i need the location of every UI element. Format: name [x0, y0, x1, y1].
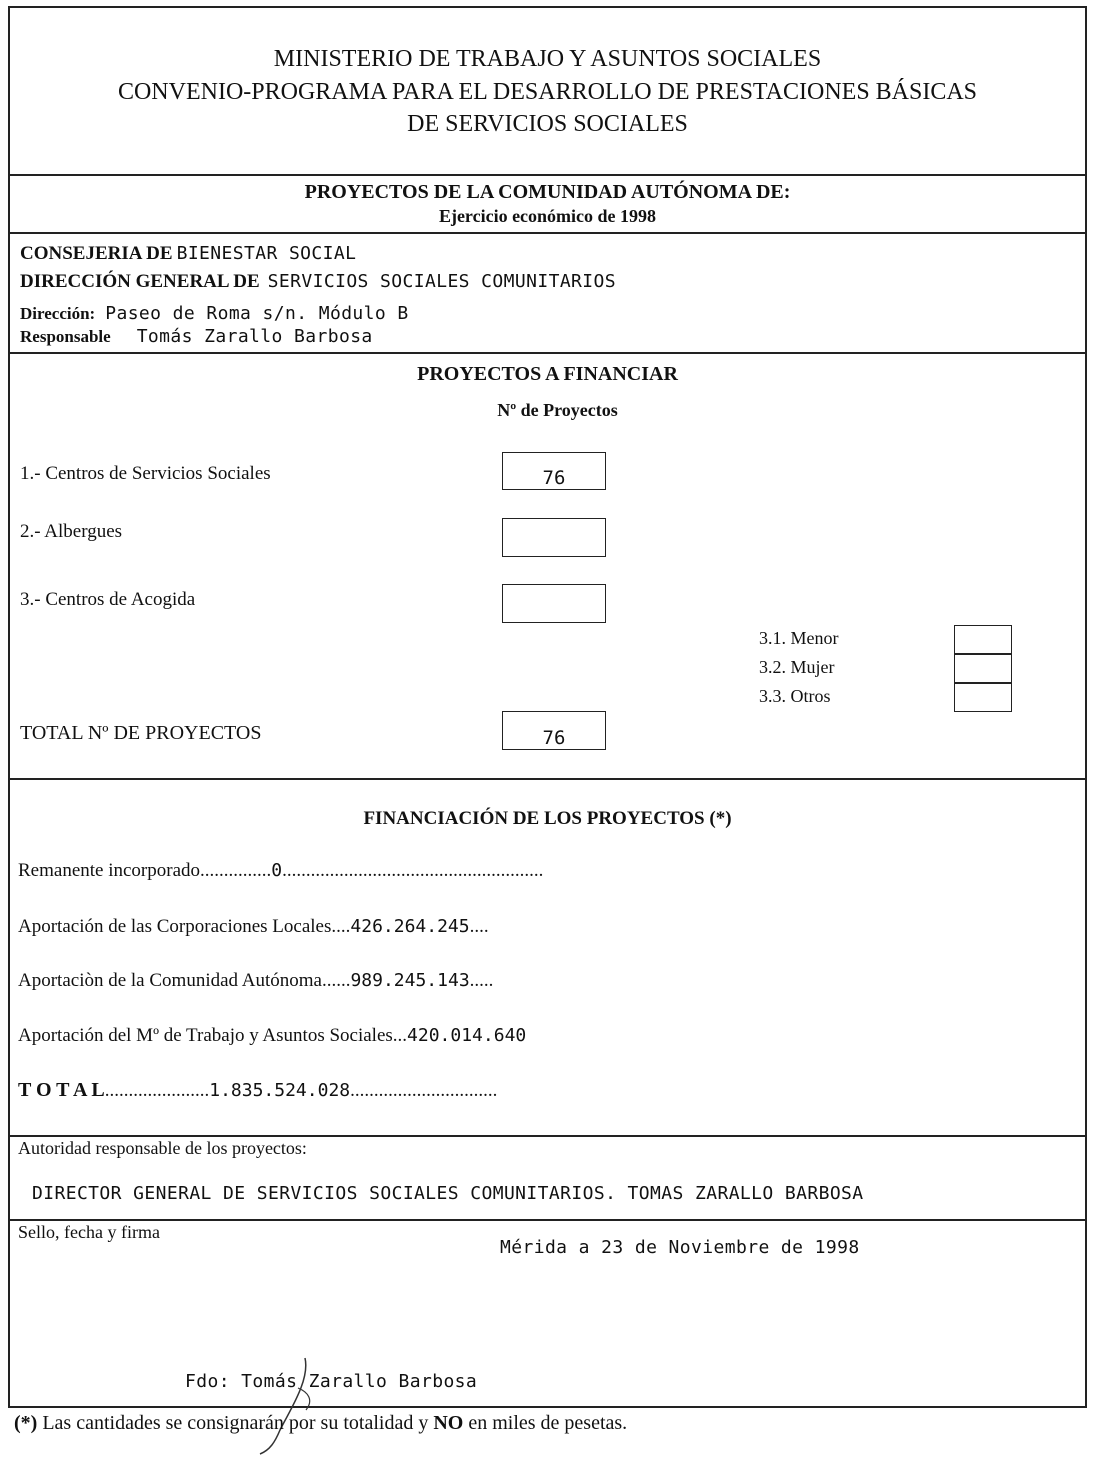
- ministerio-label: Aportación del Mº de Trabajo y Asuntos Sociales: [18, 1025, 393, 1046]
- remanente-value: 0: [271, 860, 283, 881]
- divider: [8, 352, 1087, 354]
- responsable-row: [20, 326, 373, 347]
- footnote-marker: (*): [14, 1412, 38, 1434]
- responsable-value: Tomás Zarallo Barbosa: [136, 326, 373, 347]
- program-title: CONVENIO-PROGRAMA PARA EL DESARROLLO DE PRESTACIONES BÁSICAS: [117, 79, 978, 105]
- sub3-box: [954, 683, 1012, 712]
- corporaciones-row: [18, 916, 489, 938]
- item1-count-box: 76: [502, 452, 606, 490]
- program-subtitle: DE SERVICIOS SOCIALES: [407, 111, 688, 137]
- consejeria-value: BIENESTAR SOCIAL: [176, 243, 357, 264]
- dot-leader: ...: [392, 1025, 408, 1046]
- dot-leader: ......: [321, 970, 351, 991]
- divider: [8, 1219, 1087, 1221]
- corporaciones-label: Aportación de las Corporaciones Locales: [18, 916, 332, 937]
- community-title: PROYECTOS DE LA COMUNIDAD AUTÓNOMA DE:: [304, 181, 791, 203]
- direccion-value: Paseo de Roma s/n. Módulo B: [105, 303, 409, 324]
- total-projects-label: TOTAL Nº DE PROYECTOS: [20, 722, 262, 744]
- item2-count-box: [502, 518, 606, 557]
- projects-subtitle: Nº de Proyectos: [497, 400, 618, 420]
- sub1-box: [954, 625, 1012, 654]
- authority-value: DIRECTOR GENERAL DE SERVICIOS SOCIALES COMUNITARIOS. TOMAS ZARALLO BARBOSA: [32, 1183, 864, 1204]
- dot-leader: ...............: [200, 860, 272, 881]
- comunidad-value: 989.245.143: [350, 970, 470, 991]
- total-row: [18, 1079, 497, 1102]
- comunidad-label: Aportaciòn de la Comunidad Autónoma: [18, 970, 322, 991]
- direccion-general-value: SERVICIOS SOCIALES COMUNITARIOS: [267, 271, 617, 292]
- divider: [8, 232, 1087, 234]
- direccion-label: Dirección:: [20, 304, 96, 323]
- sub3-label: 3.3. Otros: [759, 686, 831, 706]
- signed-by: Fdo: Tomás Zarallo Barbosa: [185, 1371, 478, 1392]
- sub1-label: 3.1. Menor: [759, 628, 839, 648]
- signature-label: Sello, fecha y firma: [18, 1222, 160, 1242]
- place-date: Mérida a 23 de Noviembre de 1998: [500, 1237, 860, 1258]
- sub2-label: 3.2. Mujer: [759, 657, 835, 677]
- comunidad-row: [18, 970, 493, 992]
- footnote-text-1: Las cantidades se consignarán por su totalidad y: [42, 1412, 434, 1434]
- ministerio-row: [18, 1025, 526, 1047]
- responsable-label: Responsable: [20, 327, 111, 346]
- divider: [8, 174, 1087, 176]
- projects-title: PROYECTOS A FINANCIAR: [417, 363, 678, 385]
- footnote-text-2: en miles de pesetas.: [463, 1412, 628, 1434]
- sub2-box: [954, 654, 1012, 683]
- total-label: T O T A L: [18, 1079, 105, 1101]
- dot-leader: ....: [469, 916, 489, 937]
- divider: [8, 1135, 1087, 1137]
- item3-count-box: [502, 584, 606, 623]
- corporaciones-value: 426.264.245: [350, 916, 470, 937]
- direccion-row: [20, 303, 409, 324]
- remanente-row: [18, 860, 543, 882]
- signature-scribble: [250, 1350, 360, 1458]
- footnote-text-bold: NO: [433, 1412, 464, 1434]
- exercise-year: Ejercicio económico de 1998: [438, 206, 657, 226]
- authority-label: Autoridad responsable de los proyectos:: [18, 1138, 307, 1158]
- divider: [8, 778, 1087, 780]
- consejeria-row: [20, 243, 356, 265]
- dot-leader: ......................: [104, 1080, 210, 1101]
- item3-label: 3.- Centros de Acogida: [20, 589, 196, 610]
- item1-label: 1.- Centros de Servicios Sociales: [20, 463, 271, 484]
- dot-leader: .......................................................: [282, 860, 544, 881]
- consejeria-label: CONSEJERIA DE: [20, 243, 173, 264]
- direccion-general-row: [20, 271, 616, 293]
- dot-leader: ...............................: [350, 1080, 498, 1101]
- ministerio-value: 420.014.640: [407, 1025, 527, 1046]
- dot-leader: ....: [331, 916, 351, 937]
- total-value: 1.835.524.028: [209, 1080, 351, 1101]
- direccion-general-label: DIRECCIÓN GENERAL DE: [20, 271, 260, 292]
- ministry-title: MINISTERIO DE TRABAJO Y ASUNTOS SOCIALES: [273, 46, 822, 72]
- total-projects-box: 76: [502, 711, 606, 750]
- dot-leader: .....: [469, 970, 494, 991]
- financing-title: FINANCIACIÓN DE LOS PROYECTOS (*): [363, 808, 732, 829]
- item2-label: 2.- Albergues: [20, 521, 123, 542]
- footnote: [14, 1412, 627, 1435]
- remanente-label: Remanente incorporado: [18, 860, 201, 881]
